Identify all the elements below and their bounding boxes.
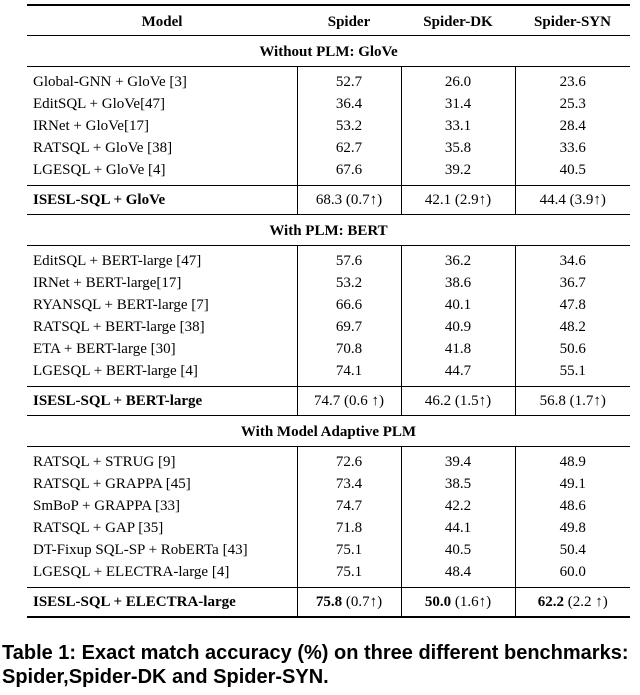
model-cell: RATSQL + GAP [35] xyxy=(33,519,164,536)
syn-cell: 36.7 xyxy=(515,272,630,294)
spider-cell: 67.6 xyxy=(297,159,401,186)
section-header xyxy=(27,416,630,447)
section-title: With Model Adaptive PLM xyxy=(27,416,630,447)
spider-cell: 53.2 xyxy=(297,272,401,294)
header-spider: Spider xyxy=(297,5,401,36)
ours-model-cell: ISESL-SQL + GloVe xyxy=(27,186,297,215)
dk-cell: 48.4 xyxy=(401,561,515,588)
spider-cell: 57.6 xyxy=(297,246,401,273)
syn-cell: 48.2 xyxy=(515,316,630,338)
syn-cell: 34.6 xyxy=(515,246,630,273)
spider-cell: 71.8 xyxy=(297,517,401,539)
ours-dk-value: 50.0 xyxy=(424,593,452,610)
table-row xyxy=(27,561,630,588)
syn-cell: 55.1 xyxy=(515,360,630,387)
model-cell: LGESQL + GloVe [4] xyxy=(33,161,166,178)
ours-model-cell: ISESL-SQL + BERT-large xyxy=(27,387,297,416)
ours-spider-value: 75.8 xyxy=(315,593,343,610)
model-cell: EditSQL + GloVe[47] xyxy=(33,95,166,112)
ours-dk-cell: 46.2 (1.5↑) xyxy=(401,387,515,416)
syn-cell: 33.6 xyxy=(515,137,630,159)
table-row xyxy=(27,115,630,137)
spider-cell: 70.8 xyxy=(297,338,401,360)
ours-syn-delta: (2.2 ↑) xyxy=(564,593,608,610)
ours-model-cell: ISESL-SQL + ELECTRA-large xyxy=(27,588,297,618)
model-cell: RATSQL + STRUG [9] xyxy=(33,453,176,470)
model-cell: IRNet + BERT-large[17] xyxy=(33,274,182,291)
ours-spider-cell: 68.3 (0.7↑) xyxy=(297,186,401,215)
syn-cell: 48.6 xyxy=(515,495,630,517)
ours-syn-cell xyxy=(515,588,630,618)
spider-cell: 74.7 xyxy=(297,495,401,517)
table-row xyxy=(27,159,630,186)
table-row xyxy=(27,294,630,316)
model-cell: RATSQL + GRAPPA [45] xyxy=(33,475,191,492)
model-cell: DT-Fixup SQL-SP + RobERTa [43] xyxy=(33,541,248,558)
ours-spider-delta: (0.7↑) xyxy=(342,593,383,610)
dk-cell: 40.9 xyxy=(401,316,515,338)
dk-cell: 40.1 xyxy=(401,294,515,316)
dk-cell: 39.2 xyxy=(401,159,515,186)
spider-cell: 66.6 xyxy=(297,294,401,316)
spider-cell: 72.6 xyxy=(297,447,401,474)
syn-cell: 25.3 xyxy=(515,93,630,115)
dk-cell: 38.6 xyxy=(401,272,515,294)
table-row xyxy=(27,316,630,338)
table-row xyxy=(27,473,630,495)
syn-cell: 50.4 xyxy=(515,539,630,561)
ours-syn-value: 62.2 xyxy=(537,593,564,610)
dk-cell: 26.0 xyxy=(401,67,515,94)
spider-cell: 53.2 xyxy=(297,115,401,137)
dk-cell: 44.1 xyxy=(401,517,515,539)
section-header xyxy=(27,36,630,67)
model-cell: ETA + BERT-large [30] xyxy=(33,340,176,357)
syn-cell: 28.4 xyxy=(515,115,630,137)
ours-dk-cell: 42.1 (2.9↑) xyxy=(401,186,515,215)
header-spider-syn: Spider-SYN xyxy=(515,5,630,36)
spider-cell: 74.1 xyxy=(297,360,401,387)
ours-syn-cell: 56.8 (1.7↑) xyxy=(515,387,630,416)
syn-cell: 48.9 xyxy=(515,447,630,474)
model-cell: SmBoP + GRAPPA [33] xyxy=(33,497,180,514)
syn-cell: 50.6 xyxy=(515,338,630,360)
ours-spider-cell xyxy=(297,588,401,618)
spider-cell: 73.4 xyxy=(297,473,401,495)
dk-cell: 35.8 xyxy=(401,137,515,159)
ours-row xyxy=(27,588,630,618)
dk-cell: 41.8 xyxy=(401,338,515,360)
model-cell: RATSQL + GloVe [38] xyxy=(33,139,173,156)
dk-cell: 33.1 xyxy=(401,115,515,137)
dk-cell: 42.2 xyxy=(401,495,515,517)
syn-cell: 47.8 xyxy=(515,294,630,316)
spider-cell: 75.1 xyxy=(297,539,401,561)
dk-cell: 36.2 xyxy=(401,246,515,273)
syn-cell: 49.8 xyxy=(515,517,630,539)
model-cell: RATSQL + BERT-large [38] xyxy=(33,318,205,335)
table-row xyxy=(27,272,630,294)
ours-row xyxy=(27,387,630,416)
syn-cell: 23.6 xyxy=(515,67,630,94)
header-row xyxy=(27,5,630,36)
model-cell: EditSQL + BERT-large [47] xyxy=(33,252,202,269)
ours-syn-cell: 44.4 (3.9↑) xyxy=(515,186,630,215)
spider-cell: 36.4 xyxy=(297,93,401,115)
table-row xyxy=(27,517,630,539)
header-spider-dk: Spider-DK xyxy=(401,5,515,36)
model-cell: Global-GNN + GloVe [3] xyxy=(33,73,187,90)
table-row xyxy=(27,338,630,360)
section-title: Without PLM: GloVe xyxy=(27,36,630,67)
model-cell: LGESQL + ELECTRA-large [4] xyxy=(33,563,230,580)
spider-cell: 62.7 xyxy=(297,137,401,159)
dk-cell: 39.4 xyxy=(401,447,515,474)
table-row xyxy=(27,246,630,273)
spider-cell: 69.7 xyxy=(297,316,401,338)
table-row xyxy=(27,495,630,517)
ours-row xyxy=(27,186,630,215)
ours-dk-cell xyxy=(401,588,515,618)
table-row xyxy=(27,360,630,387)
ours-spider-cell: 74.7 (0.6 ↑) xyxy=(297,387,401,416)
dk-cell: 44.7 xyxy=(401,360,515,387)
table-row xyxy=(27,539,630,561)
dk-cell: 40.5 xyxy=(401,539,515,561)
table-caption: Table 1: Exact match accuracy (%) on three different benchmarks: Spider,Spider-DK and Spider-SYN. xyxy=(2,642,629,688)
dk-cell: 38.5 xyxy=(401,473,515,495)
dk-cell: 31.4 xyxy=(401,93,515,115)
syn-cell: 40.5 xyxy=(515,159,630,186)
table-row xyxy=(27,137,630,159)
section-header xyxy=(27,215,630,246)
syn-cell: 49.1 xyxy=(515,473,630,495)
table-row xyxy=(27,447,630,474)
model-cell: RYANSQL + BERT-large [7] xyxy=(33,296,209,313)
results-table xyxy=(27,4,630,618)
model-cell: LGESQL + BERT-large [4] xyxy=(33,362,198,379)
header-model: Model xyxy=(27,5,297,36)
spider-cell: 75.1 xyxy=(297,561,401,588)
syn-cell: 60.0 xyxy=(515,561,630,588)
ours-dk-delta: (1.6↑) xyxy=(451,593,492,610)
spider-cell: 52.7 xyxy=(297,67,401,94)
section-title: With PLM: BERT xyxy=(27,215,630,246)
table-row xyxy=(27,67,630,94)
model-cell: IRNet + GloVe[17] xyxy=(33,117,149,134)
table-row xyxy=(27,93,630,115)
